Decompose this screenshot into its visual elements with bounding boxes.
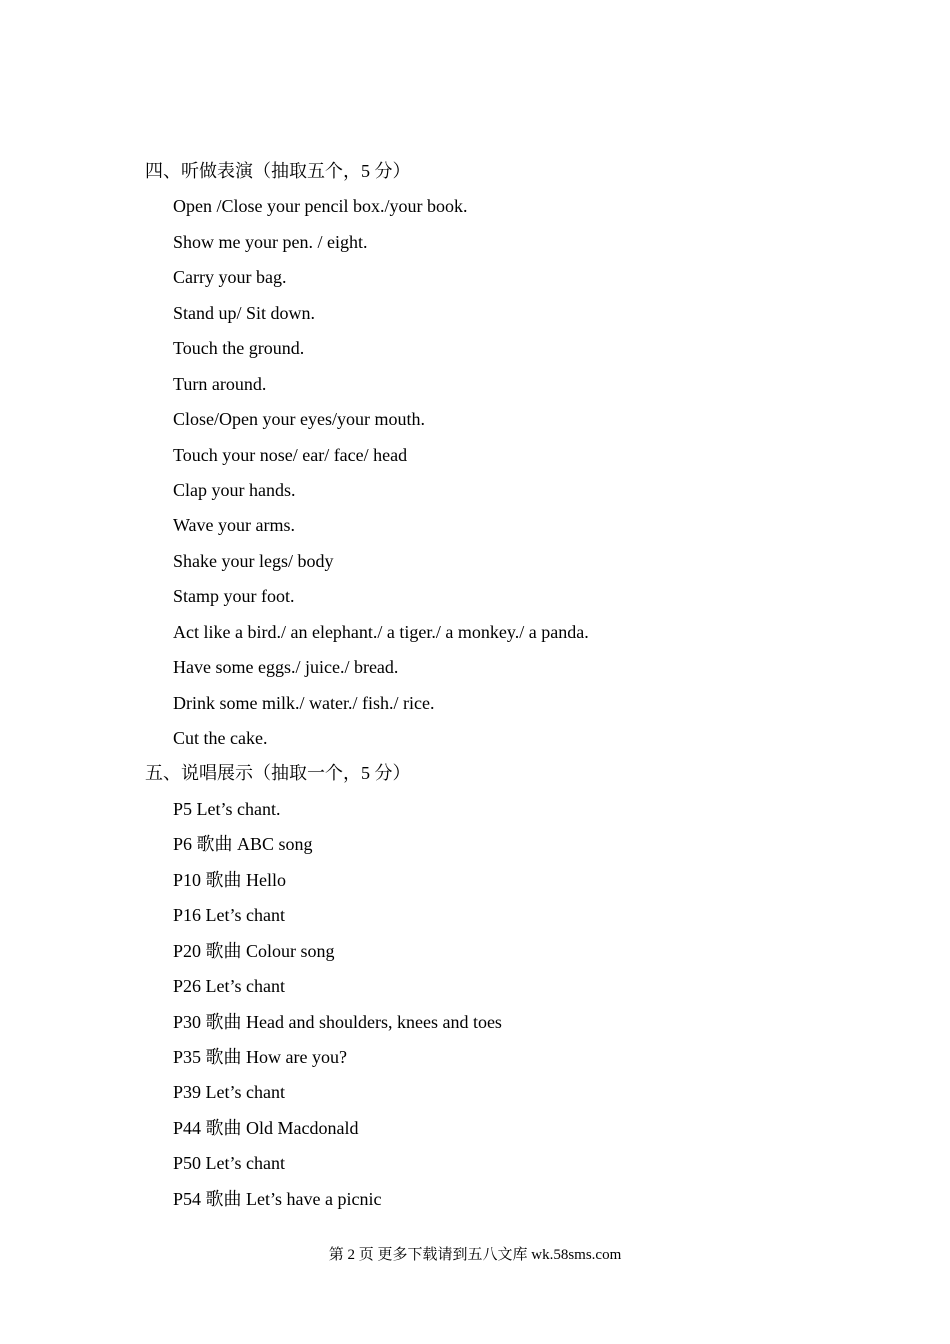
list-item: Act like a bird./ an elephant./ a tiger./ a monkey./ a panda. <box>173 621 589 642</box>
list-item: Stand up/ Sit down. <box>173 302 316 323</box>
list-item: Touch the ground. <box>173 338 305 359</box>
list-item: Carry your bag. <box>173 267 287 288</box>
list-item: P35 歌曲 How are you? <box>173 1046 347 1067</box>
list-item: P20 歌曲 Colour song <box>173 940 335 961</box>
section-4-list <box>0 189 950 756</box>
list-item: Clap your hands. <box>173 479 296 500</box>
list-item: P16 Let’s chant <box>173 905 285 926</box>
list-item: Shake your legs/ body <box>173 550 334 571</box>
list-item: P5 Let’s chant. <box>173 798 281 819</box>
list-item: P6 歌曲 ABC song <box>173 834 313 855</box>
list-item: P30 歌曲 Head and shoulders, knees and toes <box>173 1011 502 1032</box>
page-footer: 第 2 页 更多下载请到五八文库 wk.58sms.com <box>328 1247 622 1263</box>
section-5-list <box>0 792 950 1217</box>
list-item: Open /Close your pencil box./your book. <box>173 196 468 217</box>
list-item: P44 歌曲 Old Macdonald <box>173 1117 359 1138</box>
list-item: Close/Open your eyes/your mouth. <box>173 409 425 430</box>
list-item: Have some eggs./ juice./ bread. <box>173 657 399 678</box>
list-item: Drink some milk./ water./ fish./ rice. <box>173 692 435 713</box>
list-item: Wave your arms. <box>173 515 296 536</box>
list-item: P10 歌曲 Hello <box>173 869 287 890</box>
list-item: P26 Let’s chant <box>173 976 285 997</box>
list-item: Turn around. <box>173 373 267 394</box>
list-item: Stamp your foot. <box>173 586 295 607</box>
list-item: P50 Let’s chant <box>173 1153 285 1174</box>
section-4-heading: 四、听做表演（抽取五个，5 分） <box>145 161 411 181</box>
list-item: P39 Let’s chant <box>173 1082 285 1103</box>
list-item: Cut the cake. <box>173 728 268 748</box>
list-item: P54 歌曲 Let’s have a picnic <box>173 1188 382 1209</box>
list-item: Show me your pen. / eight. <box>173 231 368 252</box>
page-content <box>0 154 950 1217</box>
section-5-heading: 五、说唱展示（抽取一个，5 分） <box>145 763 411 784</box>
list-item: Touch your nose/ ear/ face/ head <box>173 444 408 465</box>
